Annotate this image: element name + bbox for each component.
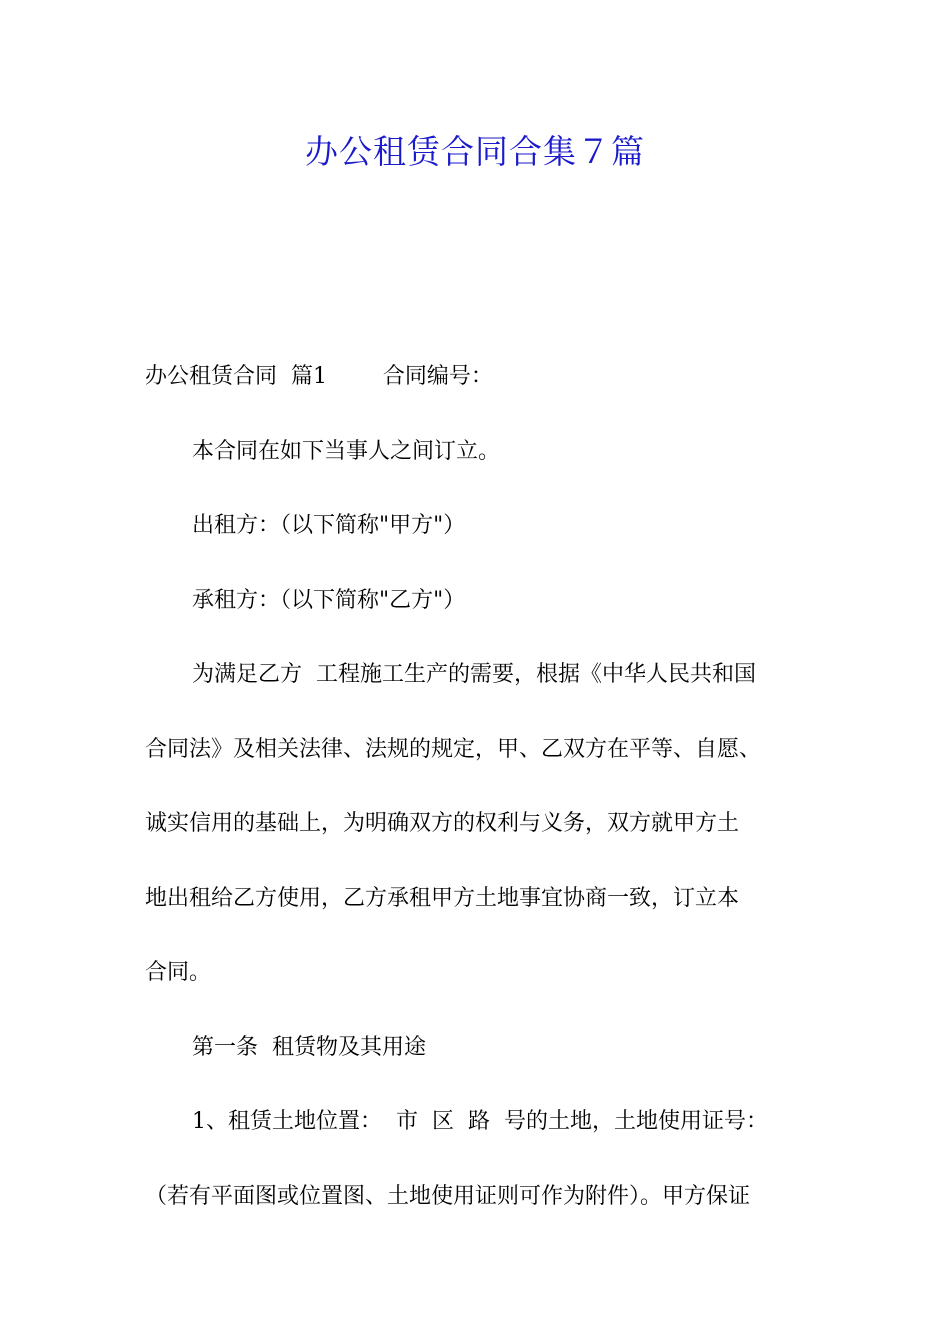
paragraph-line: 合同法》及相关法律、法规的规定，甲、乙双方在平等、自愿、 [145,736,762,762]
paragraph-line: 地出租给乙方使用，乙方承租甲方土地事宜协商一致，订立本 [145,885,740,911]
article-heading: 第一条 租赁物及其用途 [192,1034,426,1060]
paragraph-line: 1、租赁土地位置： 市 区 路 号的土地，土地使用证号： [192,1109,768,1134]
document-body [145,340,835,1234]
paragraph-line: 本合同在如下当事人之间订立。 [192,438,501,464]
document-title: 办公租赁合同合集７篇 [305,132,645,171]
paragraph-line: 为满足乙方 工程施工生产的需要，根据《中华人民共和国 [192,662,756,687]
paragraph-line: 合同。 [145,960,212,985]
paragraph-line: 诚实信用的基础上，为明确双方的权利与义务，双方就甲方土 [145,811,740,836]
paragraph-line: （若有平面图或位置图、土地使用证则可作为附件）。甲方保证 [145,1183,751,1209]
lessee-line: 承租方：（以下简称"乙方"） [192,587,466,613]
contract-heading-line: 办公租赁合同 篇1 合同编号： [145,364,493,389]
lessor-line: 出租方：（以下简称"甲方"） [192,513,466,538]
